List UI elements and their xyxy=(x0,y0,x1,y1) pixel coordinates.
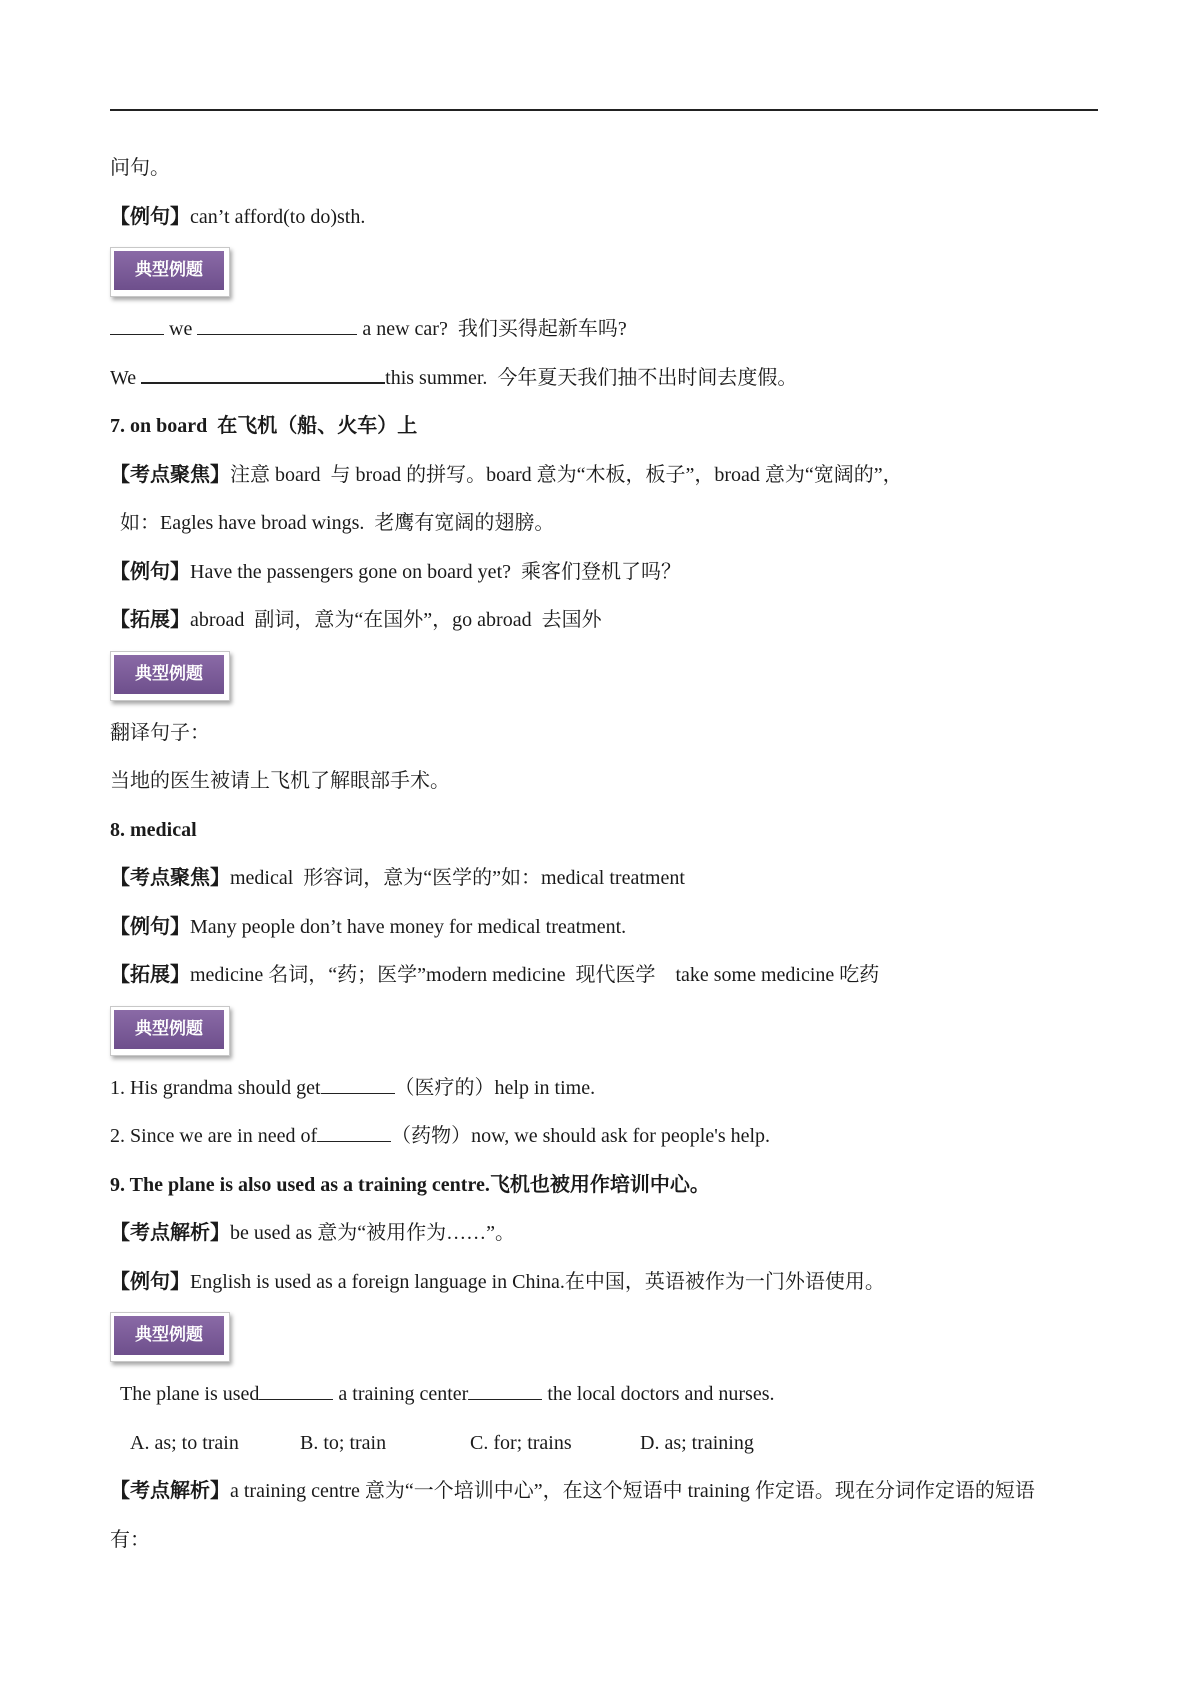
text: 2. Since we are in need of xyxy=(110,1125,318,1147)
text: We xyxy=(110,366,142,389)
answer-blank[interactable] xyxy=(110,316,164,335)
answer-blank[interactable] xyxy=(321,1075,395,1094)
heading-text: 9. The plane is also used as a training centre.飞机也被用作培训中心。 xyxy=(110,1173,710,1196)
answer-blank[interactable] xyxy=(468,1381,542,1400)
text: 如：Eagles have broad wings. 老鹰有宽阔的翅膀。 xyxy=(120,512,555,534)
text: Many people don’t have money for medical treatment. xyxy=(190,915,627,938)
badge xyxy=(110,247,230,297)
text: be used as 意为“被用作为……”。 xyxy=(230,1222,515,1244)
example-tag: 【例句】 xyxy=(110,560,190,583)
text: （药物）now, we should ask for people's help. xyxy=(391,1125,771,1147)
text: 问句。 xyxy=(110,157,170,179)
answer-blank[interactable] xyxy=(317,1123,391,1142)
typical-example-badge-3 xyxy=(110,1004,1100,1068)
text: 1. His grandma should get xyxy=(110,1076,321,1099)
text-line xyxy=(110,713,1100,762)
exercise-line xyxy=(110,309,1100,358)
badge xyxy=(110,651,230,701)
badge-label: 典型例题 xyxy=(114,251,224,290)
analysis-tag: 【考点解析】 xyxy=(110,1480,230,1502)
key-point-line xyxy=(110,858,1100,907)
answer-blank[interactable] xyxy=(259,1381,333,1400)
section-heading xyxy=(110,406,1100,455)
option-b[interactable]: B. to; train xyxy=(300,1431,387,1454)
key-point-tag: 【考点聚焦】 xyxy=(110,463,230,486)
example-tag: 【例句】 xyxy=(110,915,190,938)
answer-blank[interactable] xyxy=(197,316,357,335)
text: this summer. 今年夏天我们抽不出时间去度假。 xyxy=(385,366,798,389)
option-a[interactable]: A. as; to train xyxy=(130,1431,239,1454)
text: （医疗的）help in time. xyxy=(394,1076,596,1099)
text: medicine 名词，“药；医学”modern medicine 现代医学 take some medicine 吃药 xyxy=(190,964,880,986)
text-line xyxy=(110,148,1100,197)
example-text: can’t afford(to do)sth. xyxy=(190,205,366,228)
text: a training center xyxy=(333,1383,469,1405)
text-line xyxy=(110,503,1100,552)
header-rule xyxy=(110,109,1098,111)
key-point-tag: 【考点聚焦】 xyxy=(110,867,230,889)
text: 注意 board 与 broad 的拼写。board 意为“木板，板子”，broad 意为“宽阔的”， xyxy=(230,463,903,486)
text: the local doctors and nurses. xyxy=(542,1383,775,1405)
heading-text: 7. on board 在飞机（船、火车）上 xyxy=(110,415,418,437)
badge-label: 典型例题 xyxy=(114,655,224,694)
exercise-line xyxy=(110,1116,1100,1165)
exercise-line xyxy=(110,1374,1100,1423)
text-line xyxy=(110,1520,1100,1569)
analysis-tag: 【考点解析】 xyxy=(110,1222,230,1244)
text: 当地的医生被请上飞机了解眼部手术。 xyxy=(110,770,450,792)
example-tag: 【例句】 xyxy=(110,205,190,228)
document-body xyxy=(110,148,1100,1568)
text: medical 形容词，意为“医学的”如：medical treatment xyxy=(230,867,685,889)
options-line xyxy=(110,1423,1100,1472)
text-line xyxy=(110,761,1100,810)
badge xyxy=(110,1006,230,1056)
extension-line xyxy=(110,955,1100,1004)
badge-label: 典型例题 xyxy=(114,1316,224,1355)
exercise-line xyxy=(110,358,1100,407)
example-sentence-line xyxy=(110,907,1100,956)
typical-example-badge-2 xyxy=(110,649,1100,713)
text: The plane is used xyxy=(120,1383,260,1405)
text: 有： xyxy=(110,1528,150,1551)
section-heading xyxy=(110,1165,1100,1214)
badge xyxy=(110,1312,230,1362)
option-c[interactable]: C. for; trains xyxy=(470,1431,572,1454)
key-point-line xyxy=(110,455,1100,504)
text: a new car? 我们买得起新车吗? xyxy=(357,318,627,340)
text: we xyxy=(164,318,198,340)
heading-text: 8. medical xyxy=(110,818,197,841)
option-d[interactable]: D. as; training xyxy=(640,1431,754,1454)
typical-example-badge-4 xyxy=(110,1310,1100,1374)
text: abroad 副词，意为“在国外”，go abroad 去国外 xyxy=(190,609,602,631)
extension-tag: 【拓展】 xyxy=(110,964,190,986)
typical-example-badge-1 xyxy=(110,245,1100,309)
section-heading xyxy=(110,810,1100,859)
example-sentence-line xyxy=(110,1262,1100,1311)
analysis-line xyxy=(110,1213,1100,1262)
badge-label: 典型例题 xyxy=(114,1010,224,1049)
text: English is used as a foreign language in China.在中国，英语被作为一门外语使用。 xyxy=(190,1270,885,1293)
analysis-line xyxy=(110,1471,1100,1520)
example-sentence-line xyxy=(110,197,1100,246)
example-sentence-line xyxy=(110,552,1100,601)
exercise-line xyxy=(110,1068,1100,1117)
extension-tag: 【拓展】 xyxy=(110,609,190,631)
example-tag: 【例句】 xyxy=(110,1270,190,1293)
extension-line xyxy=(110,600,1100,649)
text: a training centre 意为“一个培训中心”，在这个短语中 training 作定语。现在分词作定语的短语 xyxy=(230,1480,1035,1502)
answer-blank[interactable] xyxy=(141,364,385,384)
text: 翻译句子： xyxy=(110,721,210,744)
text: Have the passengers gone on board yet? 乘客们登机了吗？ xyxy=(190,560,681,583)
